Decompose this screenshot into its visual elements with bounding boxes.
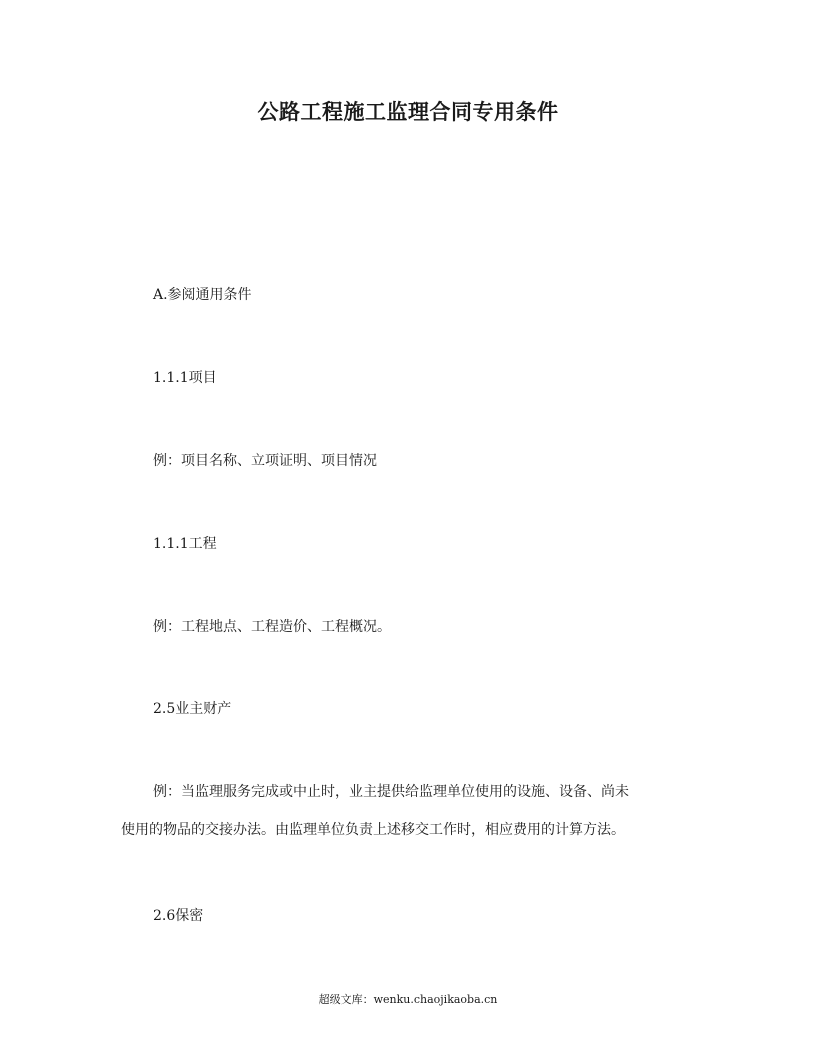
section-heading-2-5: 2.5业主财产	[153, 701, 232, 717]
paragraph-line: 例：当监理服务完成或中止时，业主提供给监理单位使用的设施、设备、尚未	[153, 784, 629, 800]
section-heading-1-1-1-works: 1.1.1工程	[153, 536, 217, 552]
section-heading-1-1-1-project: 1.1.1项目	[153, 370, 217, 386]
paragraph-line: 使用的物品的交接办法。由监理单位负责上述移交工作时，相应费用的计算方法。	[121, 822, 625, 838]
example-paragraph-owner-property	[121, 782, 701, 840]
document-title: 公路工程施工监理合同专用条件	[257, 100, 559, 124]
section-heading-a: A.参阅通用条件	[153, 287, 252, 303]
section-heading-2-6: 2.6保密	[153, 908, 204, 924]
example-paragraph-works: 例：工程地点、工程造价、工程概况。	[153, 619, 391, 635]
footer-site: wenku.chaojikaoba.cn	[373, 993, 498, 1006]
footer-label: 超级文库：	[318, 993, 374, 1006]
page-footer	[0, 991, 816, 1007]
example-paragraph-project: 例：项目名称、立项证明、项目情况	[153, 453, 377, 469]
